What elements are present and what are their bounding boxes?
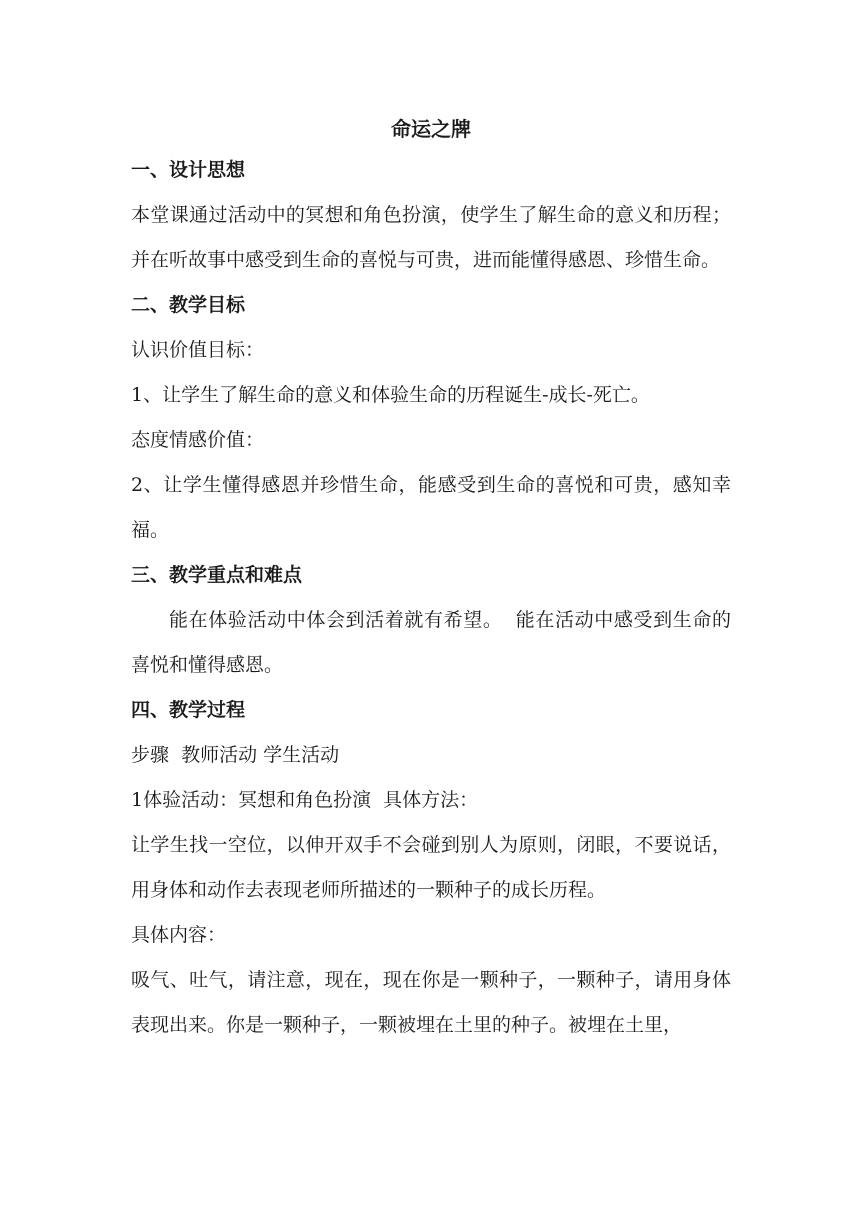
paragraph: 1、让学生了解生命的意义和体验生命的历程诞生-成长-死亡。 — [131, 384, 650, 406]
paragraph: 步骤 教师活动 学生活动 — [131, 744, 340, 766]
section-heading: 二、教学目标 — [131, 294, 246, 316]
paragraph: 吸气、吐气，请注意，现在，现在你是一颗种子，一颗种子，请用身体表现出来。你是一颗种子，一颗被埋在土里的种子。被埋在土里， — [131, 969, 731, 1036]
section-design-idea — [131, 148, 731, 283]
paragraph: 让学生找一空位，以伸开双手不会碰到别人为原则，闭眼，不要说话，用身体和动作去表现老师所描述的一颗种子的成长历程。 — [131, 834, 731, 901]
paragraph: 认识价值目标： — [131, 339, 265, 361]
section-heading: 四、教学过程 — [131, 699, 246, 721]
section-heading: 一、设计思想 — [131, 159, 246, 181]
paragraph: 具体内容： — [131, 924, 227, 946]
paragraph: 态度情感价值： — [131, 429, 265, 451]
paragraph: 本堂课通过活动中的冥想和角色扮演，使学生了解生命的意义和历程；并在听故事中感受到生命的喜悦与可贵，进而能懂得感恩、珍惜生命。 — [131, 204, 731, 271]
paragraph: 能在体验活动中体会到活着就有希望。 能在活动中感受到生命的喜悦和懂得感恩。 — [131, 609, 731, 676]
paragraph: 2、让学生懂得感恩并珍惜生命，能感受到生命的喜悦和可贵，感知幸福。 — [131, 474, 731, 541]
section-key-points — [131, 553, 731, 688]
document-body — [131, 110, 731, 1048]
section-heading: 三、教学重点和难点 — [131, 564, 303, 586]
paragraph: 1体验活动：冥想和角色扮演 具体方法： — [131, 789, 479, 811]
section-teaching-process — [131, 688, 731, 1048]
document-title: 命运之牌 — [391, 117, 471, 141]
section-teaching-goals — [131, 283, 731, 553]
